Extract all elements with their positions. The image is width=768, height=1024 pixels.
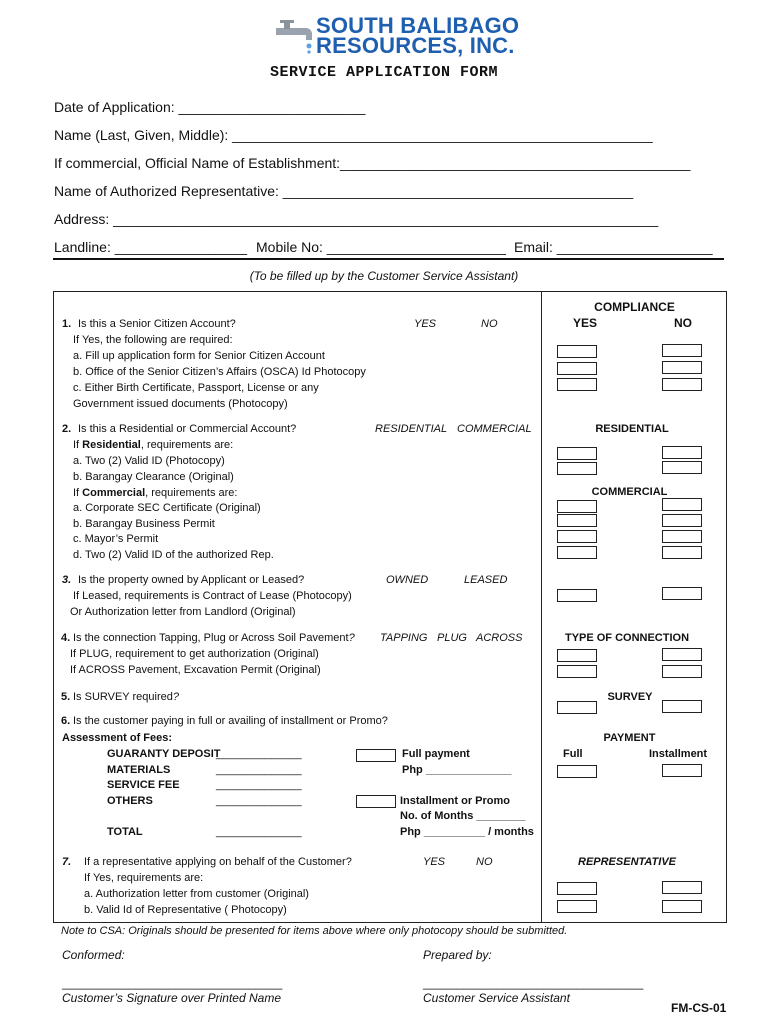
q7-yes-checkbox-1[interactable] [557,882,597,895]
res-yes-checkbox-1[interactable] [557,447,597,460]
q6-question: Is the customer paying in full or availing of installment or Promo? [73,715,388,727]
q2-number: 2. [62,423,72,435]
q1-requirement-c: c. Either Birth Certificate, Passport, License or any [73,382,319,394]
q2-com-requirement-a: a. Corporate SEC Certificate (Original) [73,502,261,514]
q5-no-checkbox[interactable] [662,700,702,713]
com-no-checkbox-2[interactable] [662,514,702,527]
type-of-connection-heading: TYPE OF CONNECTION [564,632,690,644]
q2-residential-option[interactable]: RESIDENTIAL [375,423,448,435]
q7-no-checkbox-2[interactable] [662,900,702,913]
guaranty-deposit-label: GUARANTY DEPOSIT [107,748,221,760]
q7-requirement-a: a. Authorization letter from customer (Original) [84,888,309,900]
monthly-amount-field[interactable]: Php __________ / months [400,826,534,838]
q2-com-requirement-d: d. Two (2) Valid ID of the authorized Rep. [73,549,274,561]
q2-residential-intro: If Residential, requirements are: [73,439,234,451]
res-no-checkbox-2[interactable] [662,461,702,474]
compliance-yes-label: YES [573,316,598,330]
q4-across-option[interactable]: ACROSS [476,632,523,644]
res-no-checkbox-1[interactable] [662,446,702,459]
installment-checkbox[interactable] [356,795,396,808]
conformed-label: Conformed: [62,948,125,962]
q1-intro: If Yes, the following are required: [73,334,233,346]
service-fee-field[interactable]: ______________ [216,779,302,791]
full-payment-checkbox[interactable] [356,749,396,762]
q3-no-checkbox[interactable] [662,587,702,600]
date-of-application-field[interactable]: Date of Application: ________________________ [54,99,366,115]
q4-requirement-2: If ACROSS Pavement, Excavation Permit (Original) [70,664,321,676]
q1-requirement-b: b. Office of the Senior Citizen’s Affairs (OSCA) Id Photocopy [73,366,366,378]
q3-requirement-2: Or Authorization letter from Landlord (Original) [70,606,296,618]
q7-requirement-b: b. Valid Id of Representative ( Photocopy) [84,904,287,916]
q4-question: Is the connection Tapping, Plug or Across Soil Pavement? [73,632,355,644]
q4-yes-checkbox-2[interactable] [557,665,597,678]
payment-installment-checkbox[interactable] [662,764,702,777]
company-logo [270,14,530,60]
total-field[interactable]: ______________ [216,826,302,838]
q1-no-option[interactable]: NO [481,318,498,330]
q5-yes-checkbox[interactable] [557,701,597,714]
q6-number: 6. [61,715,71,727]
q2-commercial-option[interactable]: COMMERCIAL [457,423,532,435]
q1-requirement-c-cont: Government issued documents (Photocopy) [73,398,288,410]
q2-com-requirement-b: b. Barangay Business Permit [73,518,215,530]
q3-question: Is the property owned by Applicant or Leased? [78,574,305,586]
residential-heading: RESIDENTIAL [595,423,669,435]
q2-res-requirement-b: b. Barangay Clearance (Original) [73,471,234,483]
q2-question: Is this a Residential or Commercial Account? [78,423,297,435]
q4-no-checkbox-2[interactable] [662,665,702,678]
prepared-by-label: Prepared by: [423,948,492,962]
form-title: SERVICE APPLICATION FORM [269,64,499,81]
com-yes-checkbox-2[interactable] [557,514,597,527]
q1-yes-option[interactable]: YES [414,318,437,330]
q7-question: If a representative applying on behalf of the Customer? [84,856,352,868]
total-label: TOTAL [107,826,143,838]
csa-instruction: (To be filled up by the Customer Service Assistant) [249,269,519,283]
q1-no-checkbox-2[interactable] [662,361,702,374]
q1-yes-checkbox-2[interactable] [557,362,597,375]
q1-no-checkbox-3[interactable] [662,378,702,391]
csa-footnote: Note to CSA: Originals should be presented for items above where only photocopy should be submitted. [61,925,568,937]
com-yes-checkbox-4[interactable] [557,546,597,559]
section-divider [53,258,724,260]
customer-signature-line[interactable]: _________________________________ [62,976,283,990]
q3-number: 3. [62,574,72,586]
q3-requirement-1: If Leased, requirements is Contract of Lease (Photocopy) [73,590,352,602]
service-fee-label: SERVICE FEE [107,779,180,791]
q1-number: 1. [62,318,72,330]
installment-label: Installment or Promo [400,795,511,807]
landline-field[interactable]: Landline: _________________ [54,239,248,255]
others-field[interactable]: ______________ [216,795,302,807]
fees-heading: Assessment of Fees: [62,732,173,744]
mobile-field[interactable]: Mobile No: _______________________ [256,239,506,255]
compliance-column-divider [541,291,542,923]
q5-number: 5. [61,691,71,703]
q2-commercial-intro: If Commercial, requirements are: [73,487,238,499]
full-payment-amount[interactable]: Php ______________ [402,764,512,776]
q7-intro: If Yes, requirements are: [84,872,204,884]
q3-owned-option[interactable]: OWNED [386,574,429,586]
materials-field[interactable]: ______________ [216,764,302,776]
materials-label: MATERIALS [107,764,171,776]
compliance-no-label: NO [674,316,692,330]
q3-yes-checkbox[interactable] [557,589,597,602]
q1-yes-checkbox-1[interactable] [557,345,597,358]
authorized-representative-field[interactable]: Name of Authorized Representative: _____________________________________________ [54,183,634,199]
form-code: FM-CS-01 [671,1001,727,1015]
q2-com-requirement-c: c. Mayor’s Permit [73,533,159,545]
commercial-heading: COMMERCIAL [591,486,668,498]
payment-full-label: Full [563,748,583,760]
payment-full-checkbox[interactable] [557,765,597,778]
com-no-checkbox-1[interactable] [662,498,702,511]
q7-yes-checkbox-2[interactable] [557,900,597,913]
csa-signature-line[interactable]: _________________________________ [423,976,644,990]
q4-plug-option[interactable]: PLUG [437,632,467,644]
q1-question: Is this a Senior Citizen Account? [78,318,236,330]
q4-yes-checkbox-1[interactable] [557,649,597,662]
customer-signature-caption: Customer’s Signature over Printed Name [62,991,281,1005]
q4-requirement-1: If PLUG, requirement to get authorization (Original) [70,648,319,660]
q4-tapping-option[interactable]: TAPPING [380,632,428,644]
q5-question: Is SURVEY required? [73,691,179,703]
payment-heading: PAYMENT [603,732,656,744]
com-no-checkbox-3[interactable] [662,530,702,543]
representative-heading: REPRESENTATIVE [578,856,676,868]
q4-number: 4. [61,632,71,644]
res-yes-checkbox-2[interactable] [557,462,597,475]
email-field[interactable]: Email: ____________________ [514,239,713,255]
address-field[interactable]: Address: ______________________________________________________________________ [54,211,659,227]
payment-installment-label: Installment [649,748,708,760]
csa-signature-caption: Customer Service Assistant [423,991,570,1005]
com-yes-checkbox-3[interactable] [557,530,597,543]
compliance-heading: COMPLIANCE [594,300,675,314]
establishment-name-field[interactable]: If commercial, Official Name of Establishment:_____________________________________________ [54,155,691,171]
com-no-checkbox-4[interactable] [662,546,702,559]
others-label: OTHERS [107,795,153,807]
guaranty-deposit-field[interactable]: ______________ [216,748,302,760]
q7-number: 7. [62,856,72,868]
survey-heading: SURVEY [607,691,653,703]
q1-yes-checkbox-3[interactable] [557,378,597,391]
q2-res-requirement-a: a. Two (2) Valid ID (Photocopy) [73,455,225,467]
q7-no-option[interactable]: NO [476,856,493,868]
company-name: SOUTH BALIBAGO RESOURCES, INC. [316,13,520,58]
number-of-months-field[interactable]: No. of Months ________ [400,810,526,822]
name-field[interactable]: Name (Last, Given, Middle): ______________________________________________________ [54,127,653,143]
q7-yes-option[interactable]: YES [423,856,446,868]
q7-no-checkbox-1[interactable] [662,881,702,894]
q4-no-checkbox-1[interactable] [662,648,702,661]
com-yes-checkbox-1[interactable] [557,500,597,513]
faucet-icon [274,20,318,54]
q1-requirement-a: a. Fill up application form for Senior Citizen Account [73,350,325,362]
full-payment-label: Full payment [402,748,470,760]
q3-leased-option[interactable]: LEASED [464,574,508,586]
q1-no-checkbox-1[interactable] [662,344,702,357]
